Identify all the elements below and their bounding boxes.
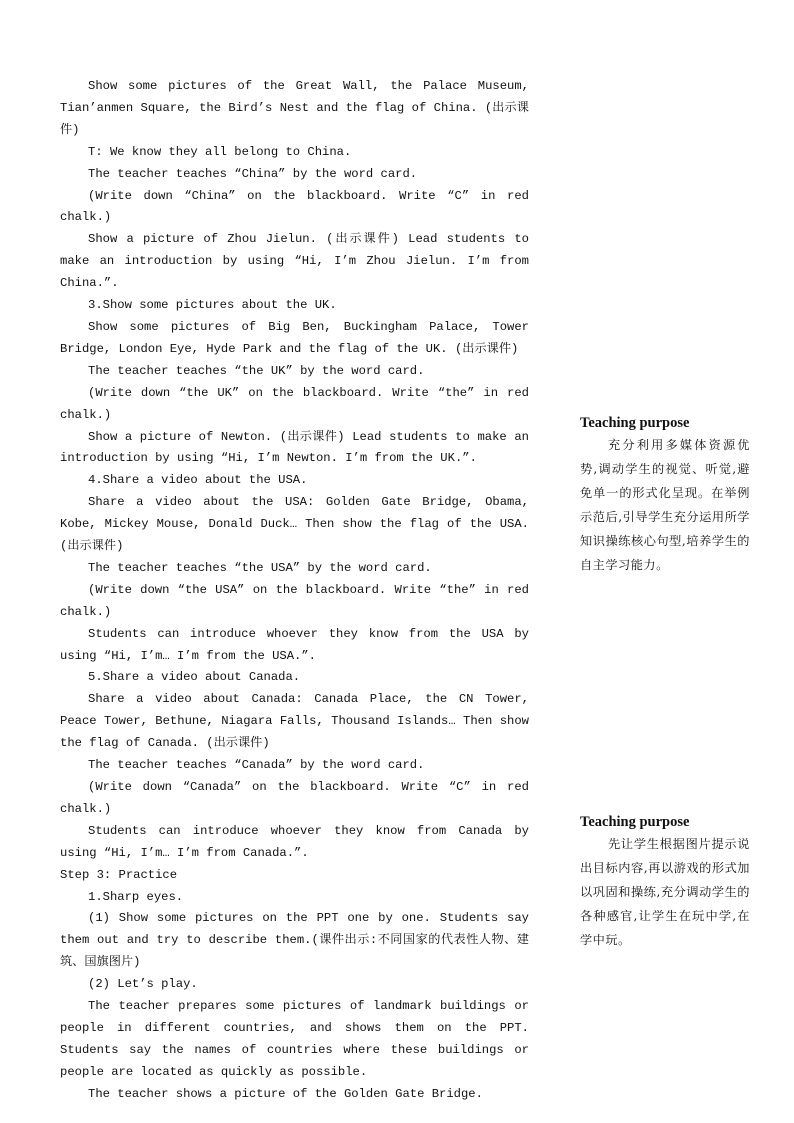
side-note-heading: Teaching purpose <box>580 415 690 431</box>
paragraph: Show some pictures of the Great Wall, the Palace Museum, Tian’anmen Square, the Bird’s Nest and the flag of China. (出示课件) <box>60 79 529 137</box>
paragraph: Students can introduce whoever they know from the USA by using “Hi, I’m… I’m from the USA.”. <box>60 626 529 663</box>
paragraph: (Write down “the UK” on the blackboard. Write “the” in red chalk.) <box>60 385 529 422</box>
side-note-heading: Teaching purpose <box>580 814 690 830</box>
paragraph: (Write down “the USA” on the blackboard. Write “the” in red chalk.) <box>60 582 529 619</box>
paragraph: (1) Show some pictures on the PPT one by one. Students say them out and try to describe them.(课件出示:不同国家的代表性人物、建筑、国旗图片) <box>60 911 529 970</box>
paragraph: Show some pictures of Big Ben, Buckingham Palace, Tower Bridge, London Eye, Hyde Park and the flag of the UK. (出示课件) <box>60 319 529 356</box>
step-heading: Step 3: Practice <box>60 867 178 882</box>
paragraph: 3.Show some pictures about the UK. <box>88 298 337 313</box>
paragraph: Share a video about Canada: Canada Place, the CN Tower, Peace Tower, Bethune, Niagara Falls, Thousand Islands… Then show the flag of Canada. (出示课件) <box>60 692 529 751</box>
paragraph: 4.Share a video about the USA. <box>88 473 308 488</box>
side-note-body: 先让学生根据图片提示说出目标内容,再以游戏的形式加以巩固和操练,充分调动学生的各种感官,让学生在玩中学,在学中玩。 <box>580 837 750 947</box>
paragraph: Show a picture of Zhou Jielun. (出示课件) Lead students to make an introduction by using “Hi, I’m Zhou Jielun. I’m from China.”. <box>60 232 529 291</box>
paragraph: T: We know they all belong to China. <box>88 144 352 159</box>
paragraph: Show a picture of Newton. (出示课件) Lead students to make an introduction by using “Hi, I’m Newton. I’m from the UK.”. <box>60 429 529 466</box>
side-note-body: 充分利用多媒体资源优势,调动学生的视觉、听觉,避免单一的形式化呈现。在举例示范后,引导学生充分运用所学知识操练核心句型,培养学生的自主学习能力。 <box>580 438 750 572</box>
paragraph: The teacher prepares some pictures of landmark buildings or people in different countries, and shows them on the PPT. Students say the names of countries where these buildings or people are located as quickly as possible. <box>60 999 529 1079</box>
side-note-1 <box>580 413 750 577</box>
paragraph: 5.Share a video about Canada. <box>88 670 301 685</box>
paragraph: 1.Sharp eyes. <box>88 889 184 904</box>
paragraph: The teacher teaches “the UK” by the word card. <box>88 363 425 378</box>
paragraph: The teacher shows a picture of the Golden Gate Bridge. <box>88 1086 483 1101</box>
paragraph: The teacher teaches “China” by the word card. <box>88 166 418 181</box>
main-text <box>60 76 529 1106</box>
paragraph: Students can introduce whoever they know from Canada by using “Hi, I’m… I’m from Canada.”. <box>60 823 529 860</box>
paragraph: (Write down “China” on the blackboard. Write “C” in red chalk.) <box>60 188 529 225</box>
paragraph: (2) Let’s play. <box>88 977 198 992</box>
paragraph: (Write down “Canada” on the blackboard. Write “C” in red chalk.) <box>60 780 529 816</box>
side-note-2 <box>580 812 750 952</box>
paragraph: Share a video about the USA: Golden Gate Bridge, Obama, Kobe, Mickey Mouse, Donald Duck… Then show the flag of the USA. (出示课件) <box>60 495 529 554</box>
paragraph: The teacher teaches “the USA” by the word card. <box>88 560 432 575</box>
paragraph: The teacher teaches “Canada” by the word card. <box>88 758 425 773</box>
